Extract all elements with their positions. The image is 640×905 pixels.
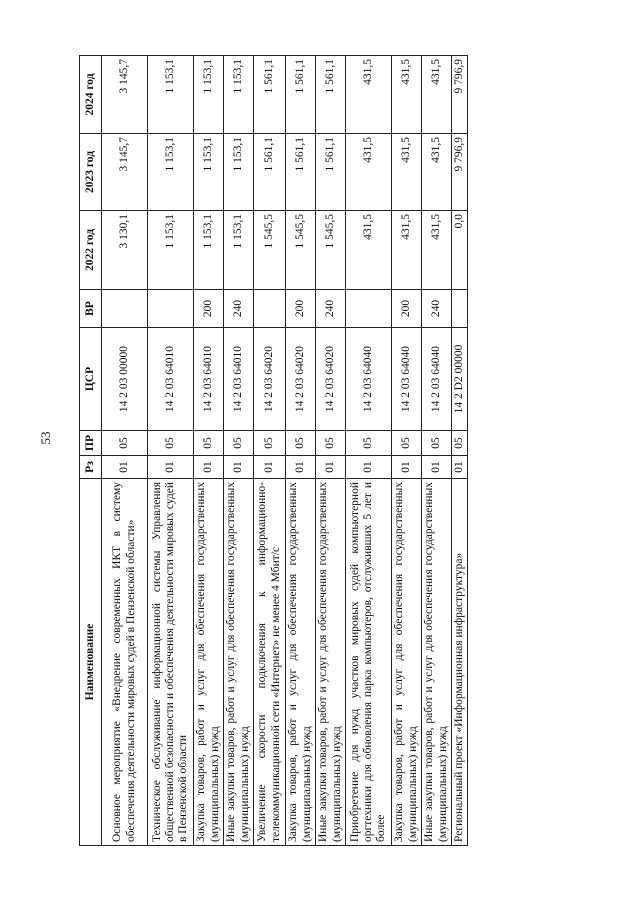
row-2024: 1 153,1 <box>224 56 254 134</box>
row-csr: 14 2 03 64040 <box>422 328 452 431</box>
row-2023: 1 561,1 <box>286 134 316 211</box>
row-rz: 01 <box>286 456 316 479</box>
row-name: Иные закупки товаров, работ и услуг для обеспечения государственных (муниципальных) нужд <box>422 479 452 846</box>
row-2022: 1 153,1 <box>148 211 194 290</box>
row-2023: 1 561,1 <box>254 134 286 211</box>
row-csr: 14 2 D2 00000 <box>452 328 468 431</box>
row-name: Приобретение для нужд участков мировых судей компьютерной оргтехники для обновления парка компьютеров, отслуживших 5 лет и более <box>346 479 392 846</box>
row-csr: 14 2 03 64020 <box>286 328 316 431</box>
row-vr: 200 <box>392 290 422 328</box>
row-pr: 05 <box>286 431 316 456</box>
row-2024: 1 561,1 <box>286 56 316 134</box>
table-row <box>194 56 224 846</box>
table-row <box>316 56 346 846</box>
row-2024: 431,5 <box>346 56 392 134</box>
header-pr: ПР <box>80 431 102 456</box>
row-2024: 9 796,9 <box>452 56 468 134</box>
header-rz: Рз <box>80 456 102 479</box>
row-2023: 1 153,1 <box>194 134 224 211</box>
row-2023: 1 561,1 <box>316 134 346 211</box>
row-vr <box>148 290 194 328</box>
table-row <box>254 56 286 846</box>
row-2022: 1 545,5 <box>286 211 316 290</box>
row-pr: 05 <box>224 431 254 456</box>
table-row <box>102 56 148 846</box>
row-2022: 1 153,1 <box>194 211 224 290</box>
row-name: Основное мероприятие «Внедрение современных ИКТ в систему обеспечения деятельности мировых судей в Пензенской области» <box>102 479 148 846</box>
row-name: Закупка товаров, работ и услуг для обеспечения государственных (муниципальных) нужд <box>286 479 316 846</box>
row-csr: 14 2 03 64040 <box>392 328 422 431</box>
row-vr: 200 <box>286 290 316 328</box>
row-rz: 01 <box>392 456 422 479</box>
row-vr <box>102 290 148 328</box>
header-2023: 2023 год <box>80 134 102 211</box>
row-pr: 05 <box>422 431 452 456</box>
row-pr: 05 <box>254 431 286 456</box>
row-vr: 200 <box>194 290 224 328</box>
header-name: Наименование <box>80 479 102 846</box>
row-pr: 05 <box>148 431 194 456</box>
table-row <box>148 56 194 846</box>
page-number: 53 <box>38 431 53 445</box>
row-name: Региональный проект «Информационная инфраструктура» <box>452 479 468 846</box>
rotated-table-container <box>79 56 465 846</box>
row-csr: 14 2 03 64010 <box>148 328 194 431</box>
row-2023: 3 145,7 <box>102 134 148 211</box>
row-csr: 14 2 03 64010 <box>224 328 254 431</box>
row-csr: 14 2 03 64020 <box>316 328 346 431</box>
header-2022: 2022 год <box>80 211 102 290</box>
row-2022: 0,0 <box>452 211 468 290</box>
table-row <box>346 56 392 846</box>
row-2024: 1 153,1 <box>194 56 224 134</box>
row-csr: 14 2 03 64020 <box>254 328 286 431</box>
row-rz: 01 <box>346 456 392 479</box>
row-name: Иные закупки товаров, работ и услуг для обеспечения государственных (муниципальных) нужд <box>316 479 346 846</box>
row-2022: 431,5 <box>422 211 452 290</box>
row-pr: 05 <box>316 431 346 456</box>
row-2022: 1 153,1 <box>224 211 254 290</box>
row-rz: 01 <box>452 456 468 479</box>
table-row <box>286 56 316 846</box>
row-2023: 1 153,1 <box>224 134 254 211</box>
table-row <box>452 56 468 846</box>
row-pr: 05 <box>102 431 148 456</box>
row-vr: 240 <box>224 290 254 328</box>
row-2023: 431,5 <box>422 134 452 211</box>
row-name: Техническое обслуживание информационной системы Управления общественной безопасности и обеспечения деятельности мировых судей в Пензенской области <box>148 479 194 846</box>
row-2023: 1 153,1 <box>148 134 194 211</box>
row-2022: 1 545,5 <box>316 211 346 290</box>
row-2024: 1 561,1 <box>316 56 346 134</box>
row-vr <box>346 290 392 328</box>
row-csr: 14 2 03 64040 <box>346 328 392 431</box>
row-2024: 1 153,1 <box>148 56 194 134</box>
row-2024: 1 561,1 <box>254 56 286 134</box>
row-vr <box>452 290 468 328</box>
row-2024: 431,5 <box>422 56 452 134</box>
row-rz: 01 <box>254 456 286 479</box>
row-2023: 431,5 <box>346 134 392 211</box>
row-rz: 01 <box>102 456 148 479</box>
row-vr: 240 <box>422 290 452 328</box>
header-vr: ВР <box>80 290 102 328</box>
row-2022: 431,5 <box>392 211 422 290</box>
header-csr: ЦСР <box>80 328 102 431</box>
row-vr: 240 <box>316 290 346 328</box>
row-rz: 01 <box>422 456 452 479</box>
row-2023: 431,5 <box>392 134 422 211</box>
table-row <box>392 56 422 846</box>
row-2024: 431,5 <box>392 56 422 134</box>
budget-table <box>79 55 468 846</box>
row-csr: 14 2 03 00000 <box>102 328 148 431</box>
row-name: Увеличение скорости подключения к информационно-телекоммуникационной сети «Интернет» не менее 4 Мбит/с <box>254 479 286 846</box>
row-2022: 1 545,5 <box>254 211 286 290</box>
table-row <box>422 56 452 846</box>
row-name: Закупка товаров, работ и услуг для обеспечения государственных (муниципальных) нужд <box>392 479 422 846</box>
row-rz: 01 <box>316 456 346 479</box>
row-2022: 3 130,1 <box>102 211 148 290</box>
row-pr: 05 <box>346 431 392 456</box>
row-rz: 01 <box>224 456 254 479</box>
row-vr <box>254 290 286 328</box>
header-2024: 2024 год <box>80 56 102 134</box>
row-pr: 05 <box>194 431 224 456</box>
row-rz: 01 <box>148 456 194 479</box>
row-2024: 3 145,7 <box>102 56 148 134</box>
row-name: Закупка товаров, работ и услуг для обеспечения государственных (муниципальных) нужд <box>194 479 224 846</box>
row-2023: 9 796,9 <box>452 134 468 211</box>
table-header-row <box>80 56 102 846</box>
row-pr: 05 <box>392 431 422 456</box>
row-csr: 14 2 03 64010 <box>194 328 224 431</box>
row-rz: 01 <box>194 456 224 479</box>
table-row <box>224 56 254 846</box>
row-name: Иные закупки товаров, работ и услуг для обеспечения государственных (муниципальных) нужд <box>224 479 254 846</box>
row-pr: 05 <box>452 431 468 456</box>
row-2022: 431,5 <box>346 211 392 290</box>
